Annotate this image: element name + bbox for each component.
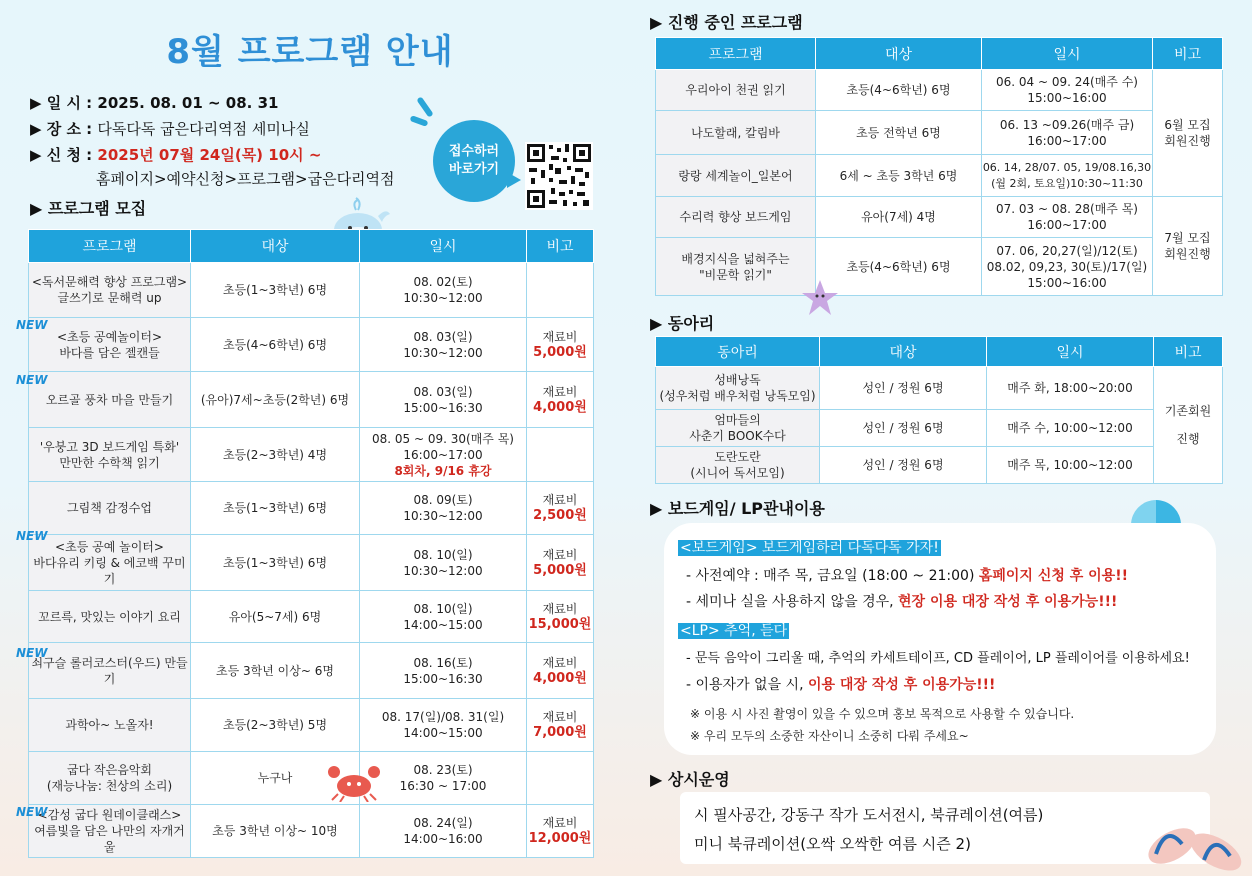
program-line: <초등 공예 놀이터> [55,539,164,554]
time-line: 10:30~12:00 [403,291,483,305]
table-row [29,752,594,805]
table-row [656,155,1223,197]
date-line: 08. 24(일) [413,816,473,830]
program-cell: 수리력 향상 보드게임 [656,197,816,238]
note-cell [527,643,594,699]
new-badge: NEW [16,646,48,660]
program-line: 배경지식을 넓혀주는 [681,251,790,266]
club-line: 엄마들의 [714,413,761,427]
date-line: 08. 17(일)/08. 31(일) [381,710,505,724]
fee-amount: 5,000원 [533,344,587,360]
fee-label: 재료비 [542,601,578,616]
datetime-cell [982,155,1153,197]
col-program: 프로그램 [656,38,816,70]
table-row [29,591,594,643]
club-cell [656,367,820,410]
target-cell: 초등(1~3학년) 6명 [191,535,360,591]
note-cell [1154,367,1223,484]
note-cell [527,482,594,535]
time-line: 16:30 ~ 17:00 [399,779,487,793]
table-row [29,318,594,372]
target-cell: 성인 / 정원 6명 [820,410,987,447]
datetime-cell [360,428,527,482]
recruit-table [28,229,594,858]
date-line: 06. 14, 28/07. 05, 19/08.16,30 [982,160,1152,174]
target-cell: 초등(2~3학년) 4명 [191,428,360,482]
board-line-1 [686,565,1128,585]
program-line: 글쓰기로 문해력 up [57,291,162,305]
target-cell: 6세 ~ 초등 3학년 6명 [816,155,982,197]
program-cell [29,699,191,752]
datetime-cell [360,535,527,591]
board-line-2 [686,591,1117,611]
program-line: 만만한 수학책 읽기 [59,455,160,470]
program-cell [29,318,191,372]
schedule-note: 8회차, 9/16 휴강 [394,463,492,478]
col-club: 동아리 [656,337,820,367]
lp-label-text: <LP> 추억, 듣다 [680,623,788,639]
time-line: 15:00~16:00 [1027,91,1107,105]
info-date [30,92,278,113]
table-row [656,70,1223,111]
note-line: 기존회원 [1164,404,1212,418]
table-row [29,535,594,591]
table-row [29,263,594,318]
program-cell [29,535,191,591]
table-header-row [656,337,1223,367]
club-cell [656,447,820,484]
time-line: 14:00~15:00 [403,617,483,632]
program-line: 여름빛을 담은 나만의 자개거울 [34,824,185,854]
permanent-line-1: 시 필사공간, 강동구 작가 도서전시, 북큐레이션(여름) [694,806,1044,824]
date-line: 08. 10(일) [413,601,473,616]
new-badge: NEW [16,805,48,819]
program-line: 바다유리 키링 & 에코백 꾸미기 [33,555,186,586]
date-line: 08. 05 ~ 09. 30(매주 목) [372,431,514,446]
note-line: 6월 모집 [1164,118,1211,132]
fee-amount: 4,000원 [533,399,587,415]
target-cell: 초등(4~6학년) 6명 [816,70,982,111]
club-table [655,336,1223,484]
time-line: (월 2회, 토요일)10:30~11:30 [991,176,1143,190]
col-target: 대상 [820,337,987,367]
table-row [656,111,1223,155]
program-line: 과학아~ 노올자! [65,718,154,732]
table-row [656,238,1223,296]
flip-flops-icon [1140,814,1248,874]
table-row [29,428,594,482]
new-badge: NEW [16,529,48,543]
board-line-2-highlight: 현장 이용 대장 작성 후 이용가능!!! [898,594,1118,610]
datetime-cell [360,643,527,699]
program-line: <감성 굽다 원데이클래스> [37,808,182,822]
time-line: 15:00~16:00 [1027,275,1107,290]
program-cell [29,643,191,699]
date-line: 08. 10(일) [413,547,473,562]
fee-label: 재료비 [542,655,578,670]
col-note: 비고 [527,230,594,263]
program-cell [656,238,816,296]
board-game-label-text: <보드게임> 보드게임하러 다독다독 가자! [680,540,939,556]
apply-path: 홈페이지>예약신청>프로그램>굽은다리역점 [96,170,395,188]
club-heading: ▶ 동아리 [650,314,715,333]
col-datetime: 일시 [360,230,527,263]
datetime-cell [360,263,527,318]
table-row [29,805,594,858]
permanent-line-2: 미니 북큐레이션(오싹 오싹한 여름 시즌 2) [694,835,971,853]
note-cell [527,699,594,752]
club-line: 도란도란 [714,450,761,464]
program-line: (재능나눔: 천상의 소리) [46,779,173,793]
lp-label [678,620,789,640]
time-line: 10:30~12:00 [403,563,483,578]
date-line: 06. 13 ~09.26(매주 금) [999,117,1135,132]
note-line: 회원진행 [1164,134,1211,148]
date-line: 08. 16(토) [413,655,473,670]
fee-label: 재료비 [542,816,578,830]
program-cell: 우리아이 천권 읽기 [656,70,816,111]
fee-amount: 7,000원 [533,725,587,740]
table-row [656,367,1223,410]
date-label: ▶ 일 시 : [30,94,93,112]
photo-notice: ※ 이용 시 사진 촬영이 있을 수 있으며 홍보 목적으로 사용할 수 있습니다. [690,707,1075,721]
ongoing-heading: ▶ 진행 중인 프로그램 [650,13,803,32]
target-cell: 초등(1~3학년) 6명 [191,482,360,535]
target-cell: 초등 3학년 이상~ 6명 [191,643,360,699]
datetime-cell [360,372,527,428]
program-line: <독서문해력 향상 프로그램> [31,275,188,289]
col-datetime: 일시 [982,38,1153,70]
datetime-cell [360,591,527,643]
info-place [30,118,310,139]
fee-label: 재료비 [542,710,578,724]
target-cell: 유아(5~7세) 6명 [191,591,360,643]
datetime-cell [982,238,1153,296]
club-line: 사춘기 BOOK수다 [689,429,786,443]
board-line-2-text: - 세미나 실을 사용하지 않을 경우, [686,594,899,610]
date-line: 07. 03 ~ 08. 28(매주 목) [996,202,1138,216]
target-cell: (유아)7세~초등(2학년) 6명 [191,372,360,428]
note-cell [527,263,594,318]
fee-label: 재료비 [542,493,578,507]
table-row [656,410,1223,447]
note-cell [527,372,594,428]
fee-label: 재료비 [542,384,578,399]
table-row [29,699,594,752]
date-line: 08.02, 09,23, 30(토)/17(일) [986,259,1148,274]
time-line: 10:30~12:00 [403,345,483,360]
datetime-cell [982,111,1153,155]
target-cell: 초등(1~3학년) 6명 [191,263,360,318]
lp-line-1: - 문득 음악이 그리울 때, 추억의 카세트테이프, CD 플레이어, LP 플레이어를 이용하세요! [686,651,1190,666]
new-badge: NEW [16,373,48,387]
apply-label: ▶ 신 청 : [30,146,93,164]
time-line: 14:00~16:00 [403,832,483,846]
target-cell: 초등 3학년 이상~ 10명 [191,805,360,858]
table-row [29,482,594,535]
care-notice: ※ 우리 모두의 소중한 자산이니 소중히 다뤄 주세요~ [690,729,969,743]
time-line: 15:00~16:30 [403,400,483,415]
program-line: <초등 공예놀이터> [56,329,163,344]
time-line: 16:00~17:00 [1027,218,1107,232]
col-target: 대상 [816,38,982,70]
col-program: 프로그램 [29,230,191,263]
date-value: 2025. 08. 01 ~ 08. 31 [97,94,279,112]
board-line-1-text: - 사전예약 : 매주 목, 금요일 (18:00 ~ 21:00) [686,568,979,584]
club-line: (시니어 독서모임) [690,466,785,480]
program-line: 굽다 작은음악회 [67,763,152,777]
date-line: 06. 04 ~ 09. 24(매주 수) [996,75,1138,89]
program-cell: 나도할래, 칼림바 [656,111,816,155]
fee-amount: 2,500원 [533,508,587,523]
club-line: 성배낭독 [714,373,761,387]
time-line: 10:30~12:00 [403,509,483,523]
col-note: 비고 [1153,38,1223,70]
note-cell [1153,197,1223,296]
note-line: 7월 모집 [1164,231,1211,245]
program-cell [29,372,191,428]
date-line: 07. 06, 20,27(일)/12(토) [996,243,1138,258]
place-value: 다독다독 굽은다리역점 세미나실 [97,120,310,138]
note-cell [527,428,594,482]
starfish-icon [800,278,840,318]
target-cell: 성인 / 정원 6명 [820,447,987,484]
program-line: 바다를 담은 젤캔들 [59,345,160,360]
program-cell [29,752,191,805]
time-line: 16:00~17:00 [403,447,483,462]
lp-line-2-highlight: 이용 대장 작성 후 이용가능!!! [807,677,996,693]
target-cell: 유아(7세) 4명 [816,197,982,238]
lp-line-2 [686,674,995,694]
table-row [656,197,1223,238]
datetime-cell: 매주 목, 10:00~12:00 [987,447,1154,484]
club-cell [656,410,820,447]
page-title: 8월 프로그램 안내 [166,32,454,72]
qr-code[interactable] [525,142,593,210]
club-line: (성우처럼 배우처럼 낭독모임) [659,389,816,403]
new-badge: NEW [16,318,48,332]
fee-amount: 12,000원 [528,831,592,846]
program-cell [29,591,191,643]
bubble-line2: 바로가기 [448,162,500,177]
board-game-label [678,537,941,557]
program-line: 꼬르륵, 맛있는 이야기 요리 [38,609,181,624]
target-cell: 초등(4~6학년) 6명 [191,318,360,372]
date-line: 08. 09(토) [413,493,473,507]
info-apply [30,144,321,165]
datetime-cell [360,482,527,535]
time-line: 16:00~17:00 [1027,133,1107,148]
datetime-cell [982,70,1153,111]
program-cell [29,805,191,858]
date-line: 08. 03(일) [413,384,473,399]
col-datetime: 일시 [987,337,1154,367]
ray-decoration [410,115,429,127]
table-row [656,447,1223,484]
fee-amount: 5,000원 [533,562,587,578]
lp-line-2-text: - 이용자가 없을 시, [686,677,808,693]
program-cell [29,263,191,318]
program-line: '우붕고 3D 보드게임 특화' [39,439,180,454]
date-line: 08. 23(토) [413,763,473,777]
board-line-1-highlight: 홈페이지 신청 후 이용!! [978,568,1128,584]
datetime-cell: 매주 수, 10:00~12:00 [987,410,1154,447]
note-cell [527,535,594,591]
note-cell [527,591,594,643]
note-cell [527,805,594,858]
table-header-row [29,230,594,263]
place-label: ▶ 장 소 : [30,120,93,138]
fee-label: 재료비 [542,329,578,344]
datetime-cell [360,805,527,858]
target-cell: 초등(2~3학년) 5명 [191,699,360,752]
datetime-cell [360,318,527,372]
crab-icon [326,758,382,802]
board-heading: ▶ 보드게임/ LP관내이용 [650,499,825,518]
note-line: 회원진행 [1164,247,1211,261]
fee-amount: 15,000원 [528,616,592,632]
recruit-heading: ▶ 프로그램 모집 [30,199,147,218]
program-line: 오르골 풍차 마을 만들기 [45,392,174,407]
program-line: 쇠구슬 롤러코스터(우드) 만들기 [31,655,188,686]
bubble-line1: 접수하러 [448,144,500,159]
time-line: 15:00~16:30 [403,671,483,686]
date-line: 08. 03(일) [413,329,473,344]
datetime-cell [360,699,527,752]
permanent-heading: ▶ 상시운영 [650,770,730,789]
program-cell: 랑랑 세계놀이_일본어 [656,155,816,197]
datetime-cell: 매주 화, 18:00~20:00 [987,367,1154,410]
ray-decoration [416,96,434,117]
fee-label: 재료비 [542,547,578,562]
program-line: "비문학 읽기" [699,267,772,282]
note-cell [1153,70,1223,197]
target-cell: 초등 전학년 6명 [816,111,982,155]
note-line: 진행 [1176,432,1200,446]
ongoing-table [655,37,1223,296]
datetime-cell [982,197,1153,238]
apply-shortcut-bubble[interactable] [433,120,515,202]
apply-value: 2025년 07월 24일(목) 10시 ~ [97,146,322,164]
fee-amount: 4,000원 [533,670,587,686]
note-cell [527,752,594,805]
time-line: 14:00~15:00 [403,726,483,740]
program-cell [29,428,191,482]
target-cell: 누구나 [191,752,360,805]
datetime-cell [360,752,527,805]
note-cell [527,318,594,372]
table-row [29,372,594,428]
program-cell [29,482,191,535]
target-cell: 성인 / 정원 6명 [820,367,987,410]
program-line: 그림책 감정수업 [67,501,152,515]
col-note: 비고 [1154,337,1223,367]
col-target: 대상 [191,230,360,263]
target-cell: 초등(4~6학년) 6명 [816,238,982,296]
date-line: 08. 02(토) [413,275,473,289]
table-header-row [656,38,1223,70]
table-row [29,643,594,699]
